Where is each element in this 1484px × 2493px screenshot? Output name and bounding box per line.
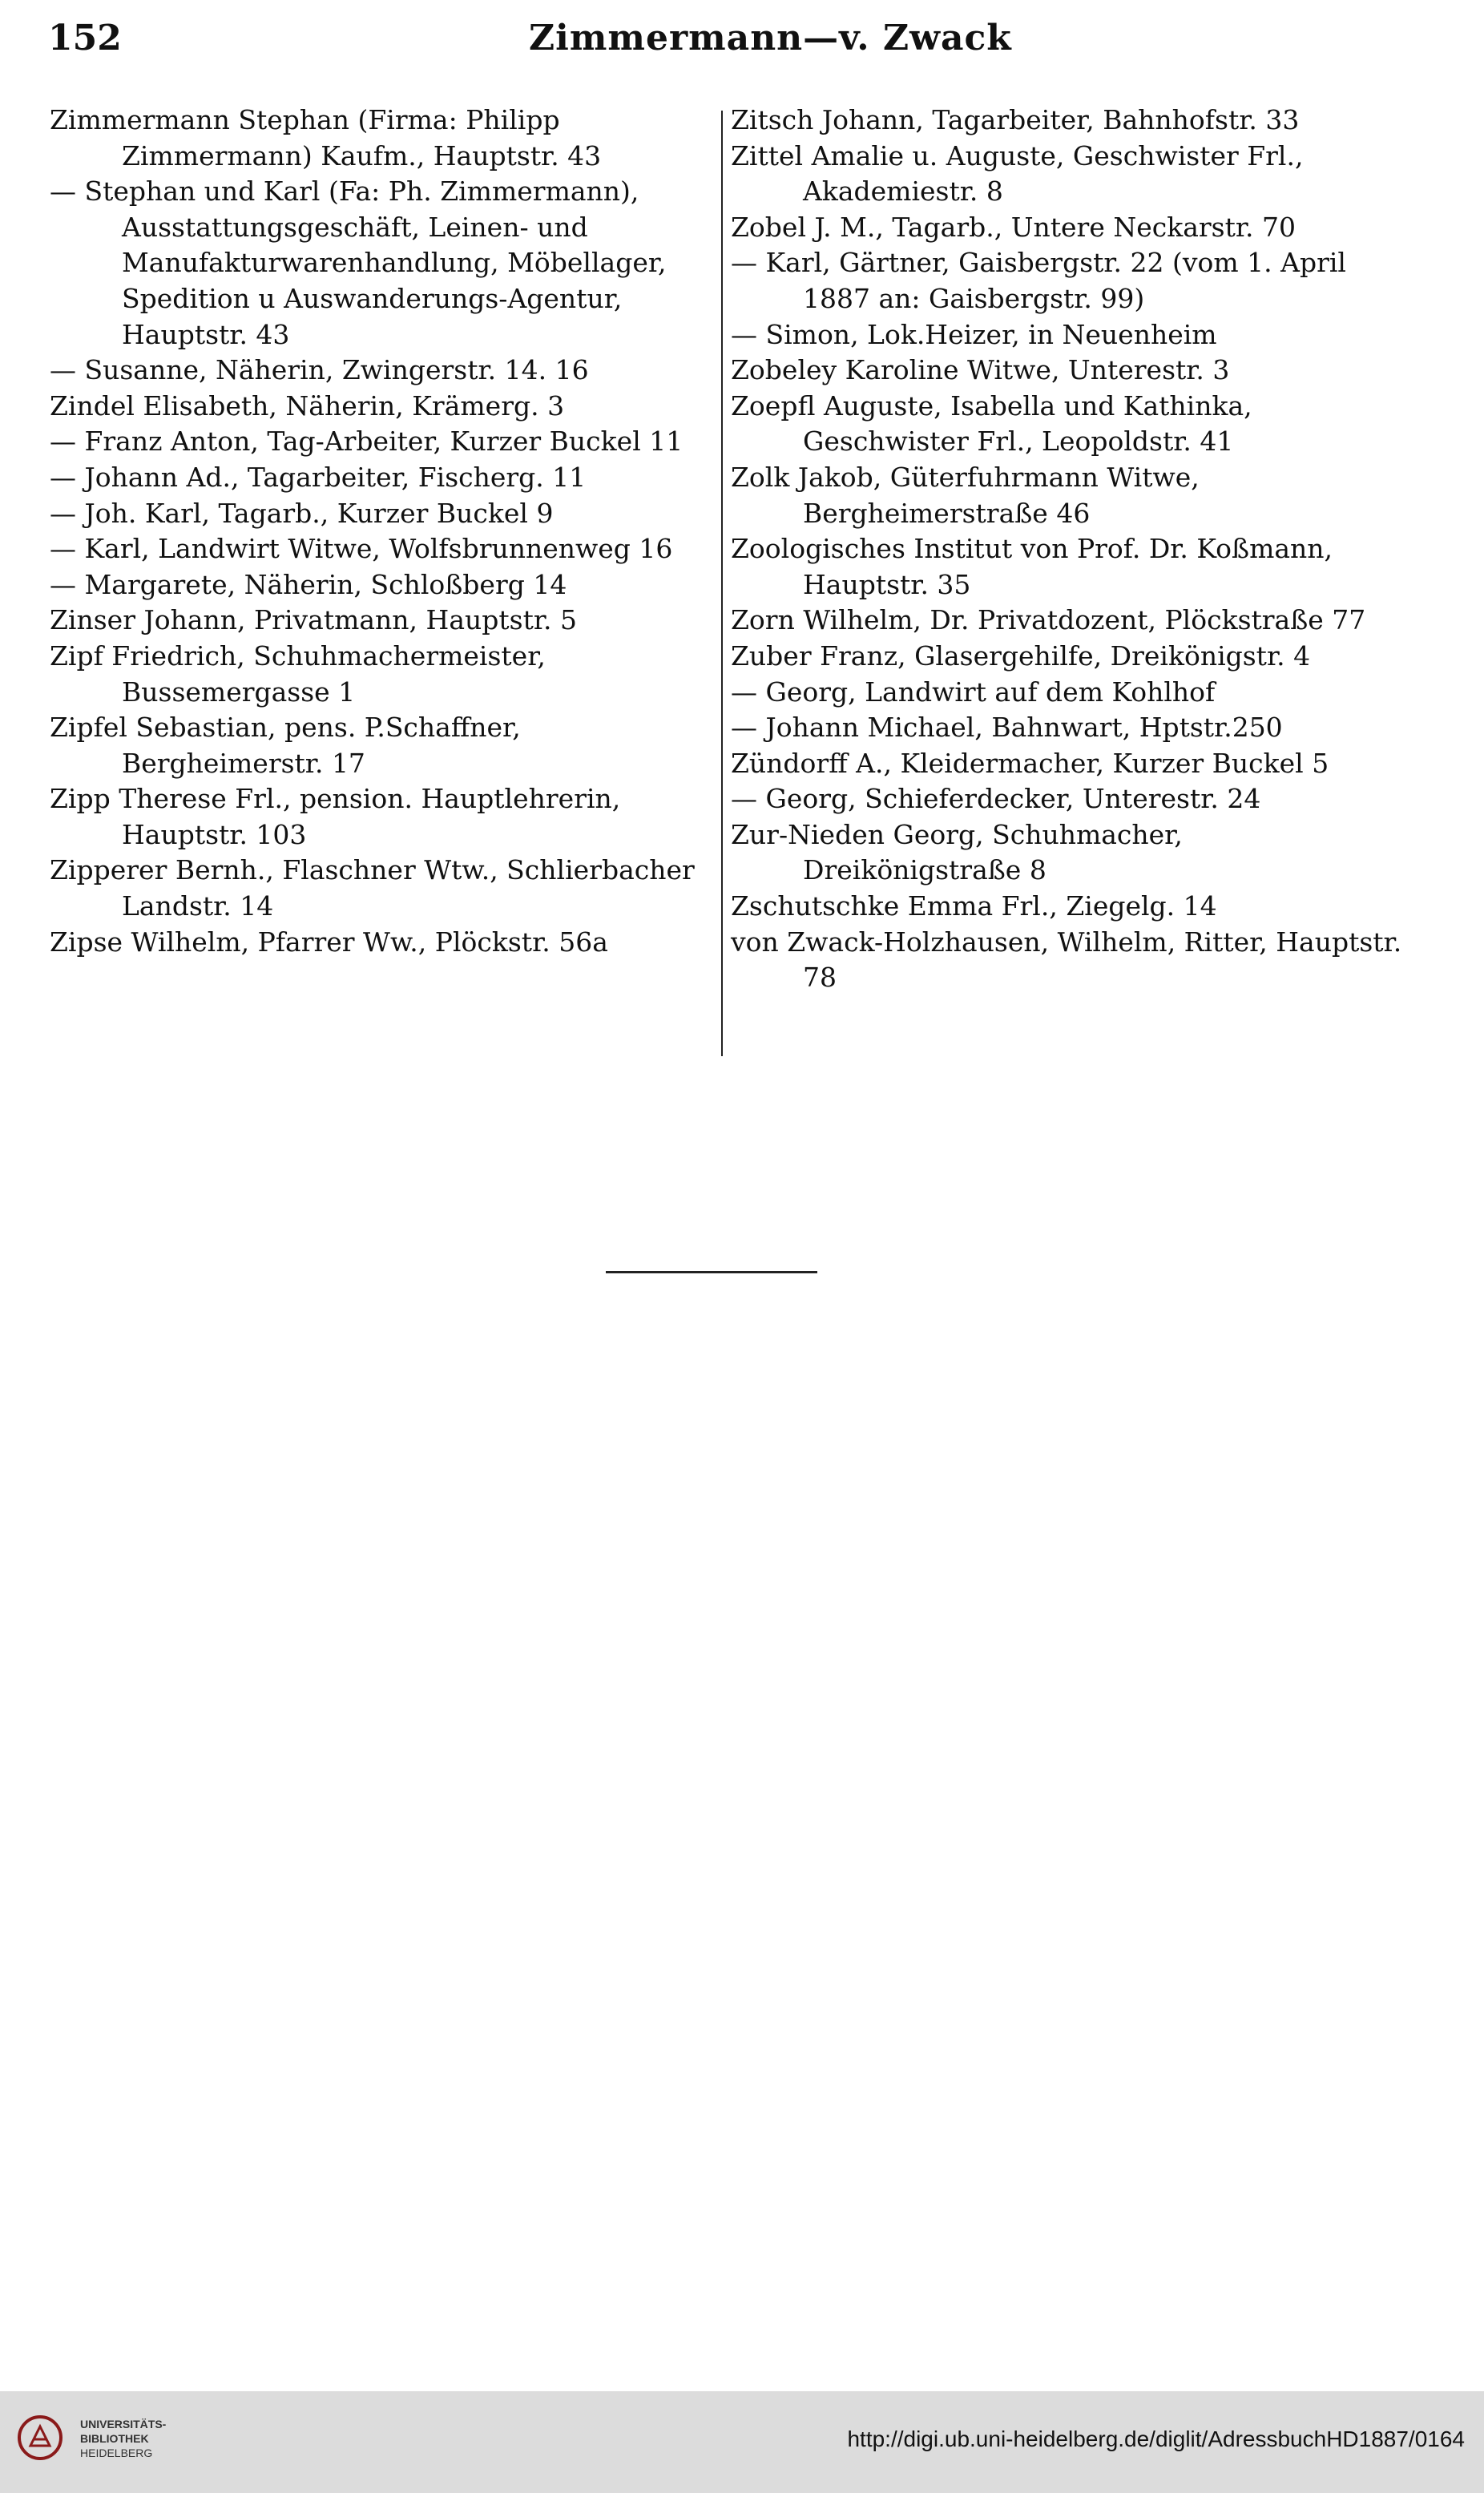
directory-entry: Zuber Franz, Glasergehilfe, Dreikönigstr. 4 <box>731 639 1311 672</box>
source-url-link[interactable]: http://digi.ub.uni-heidelberg.de/diglit/AdressbuchHD1887/0164 <box>847 2426 1465 2451</box>
directory-entry: Zitsch Johann, Tagarbeiter, Bahnhofstr. 33 <box>731 104 1300 135</box>
directory-entry: Zindel Elisabeth, Näherin, Krämerg. 3 <box>50 389 565 422</box>
directory-entry: — Margarete, Näherin, Schloßberg 14 <box>50 568 567 600</box>
column-divider <box>721 111 723 1056</box>
directory-entry: — Susanne, Näherin, Zwingerstr. 14. 16 <box>50 354 589 386</box>
directory-entry: — Joh. Karl, Tagarb., Kurzer Buckel 9 <box>50 497 554 529</box>
directory-entry: Zschutschke Emma Frl., Ziegelg. 14 <box>731 890 1217 922</box>
directory-entry: Zipse Wilhelm, Pfarrer Ww., Plöckstr. 56a <box>50 926 608 958</box>
directory-entry: Zipperer Bernh., Flaschner Wtw., Schlierbacher Landstr. 14 <box>50 854 695 922</box>
directory-entry: Zipp Therese Frl., pension. Hauptlehrerin, Hauptstr. 103 <box>50 783 621 850</box>
page-number: 152 <box>48 18 122 58</box>
directory-entry: — Johann Ad., Tagarbeiter, Fischerg. 11 <box>50 461 587 493</box>
directory-entry: Zittel Amalie u. Auguste, Geschwister Frl., Akademiestr. 8 <box>731 139 1304 208</box>
section-end-rule <box>606 1271 817 1273</box>
directory-entry: — Georg, Schieferdecker, Unterestr. 24 <box>731 783 1261 815</box>
directory-entry: Zinser Johann, Privatmann, Hauptstr. 5 <box>50 604 577 636</box>
directory-entry: Zobel J. M., Tagarb., Untere Neckarstr. 70 <box>731 211 1296 243</box>
directory-entry: Zündorff A., Kleidermacher, Kurzer Buckel 5 <box>731 747 1329 779</box>
directory-entry: — Karl, Gärtner, Gaisbergstr. 22 (vom 1. April 1887 an: Gaisbergstr. 99) <box>731 247 1346 314</box>
directory-entry: — Johann Michael, Bahnwart, Hptstr.250 <box>731 712 1283 744</box>
library-logo-text <box>80 2417 166 2460</box>
directory-entry: — Georg, Landwirt auf dem Kohlhof <box>731 676 1216 708</box>
directory-entry: Zolk Jakob, Güterfuhrmann Witwe, Bergheimerstraße 46 <box>731 461 1200 529</box>
directory-entry: Zobeley Karoline Witwe, Unterestr. 3 <box>731 354 1230 386</box>
directory-entry: Zorn Wilhelm, Dr. Privatdozent, Plöckstraße 77 <box>731 604 1366 636</box>
library-logo[interactable] <box>11 2406 188 2478</box>
directory-entry: Zoepfl Auguste, Isabella und Kathinka, Geschwister Frl., Leopoldstr. 41 <box>731 389 1252 458</box>
directory-entry: — Stephan und Karl (Fa: Ph. Zimmermann), Ausstattungsgeschäft, Leinen- und Manufakturwarenhandlung, Möbellager, Spedition u Auswanderungs-Agentur, Hauptstr. 43 <box>50 175 667 350</box>
running-head: Zimmermann—v. Zwack <box>529 18 1012 58</box>
logo-line: HEIDELBERG <box>80 2447 153 2459</box>
library-seal-icon <box>16 2414 64 2462</box>
directory-entry: Zipf Friedrich, Schuhmachermeister, Bussemergasse 1 <box>50 639 546 708</box>
directory-entry: — Franz Anton, Tag-Arbeiter, Kurzer Buckel 11 <box>50 426 684 458</box>
logo-line: UNIVERSITÄTS- <box>80 2418 167 2430</box>
left-column <box>50 103 723 960</box>
directory-entry: Zipfel Sebastian, pens. P.Schaffner, Bergheimerstr. 17 <box>50 712 521 779</box>
logo-line: BIBLIOTHEK <box>80 2432 149 2445</box>
right-column <box>731 103 1404 996</box>
directory-entry: von Zwack-Holzhausen, Wilhelm, Ritter, Hauptstr. 78 <box>731 926 1402 994</box>
directory-entry: — Simon, Lok.Heizer, in Neuenheim <box>731 318 1217 350</box>
directory-entry: — Karl, Landwirt Witwe, Wolfsbrunnenweg 16 <box>50 533 673 565</box>
directory-entry: Zimmermann Stephan (Firma: Philipp Zimmermann) Kaufm., Hauptstr. 43 <box>50 104 602 171</box>
directory-entry: Zoologisches Institut von Prof. Dr. Koßmann, Hauptstr. 35 <box>731 533 1333 600</box>
page-header <box>48 18 1378 66</box>
directory-entry: Zur-Nieden Georg, Schuhmacher, Dreikönigstraße 8 <box>731 818 1183 886</box>
footer-bar <box>0 2391 1484 2493</box>
